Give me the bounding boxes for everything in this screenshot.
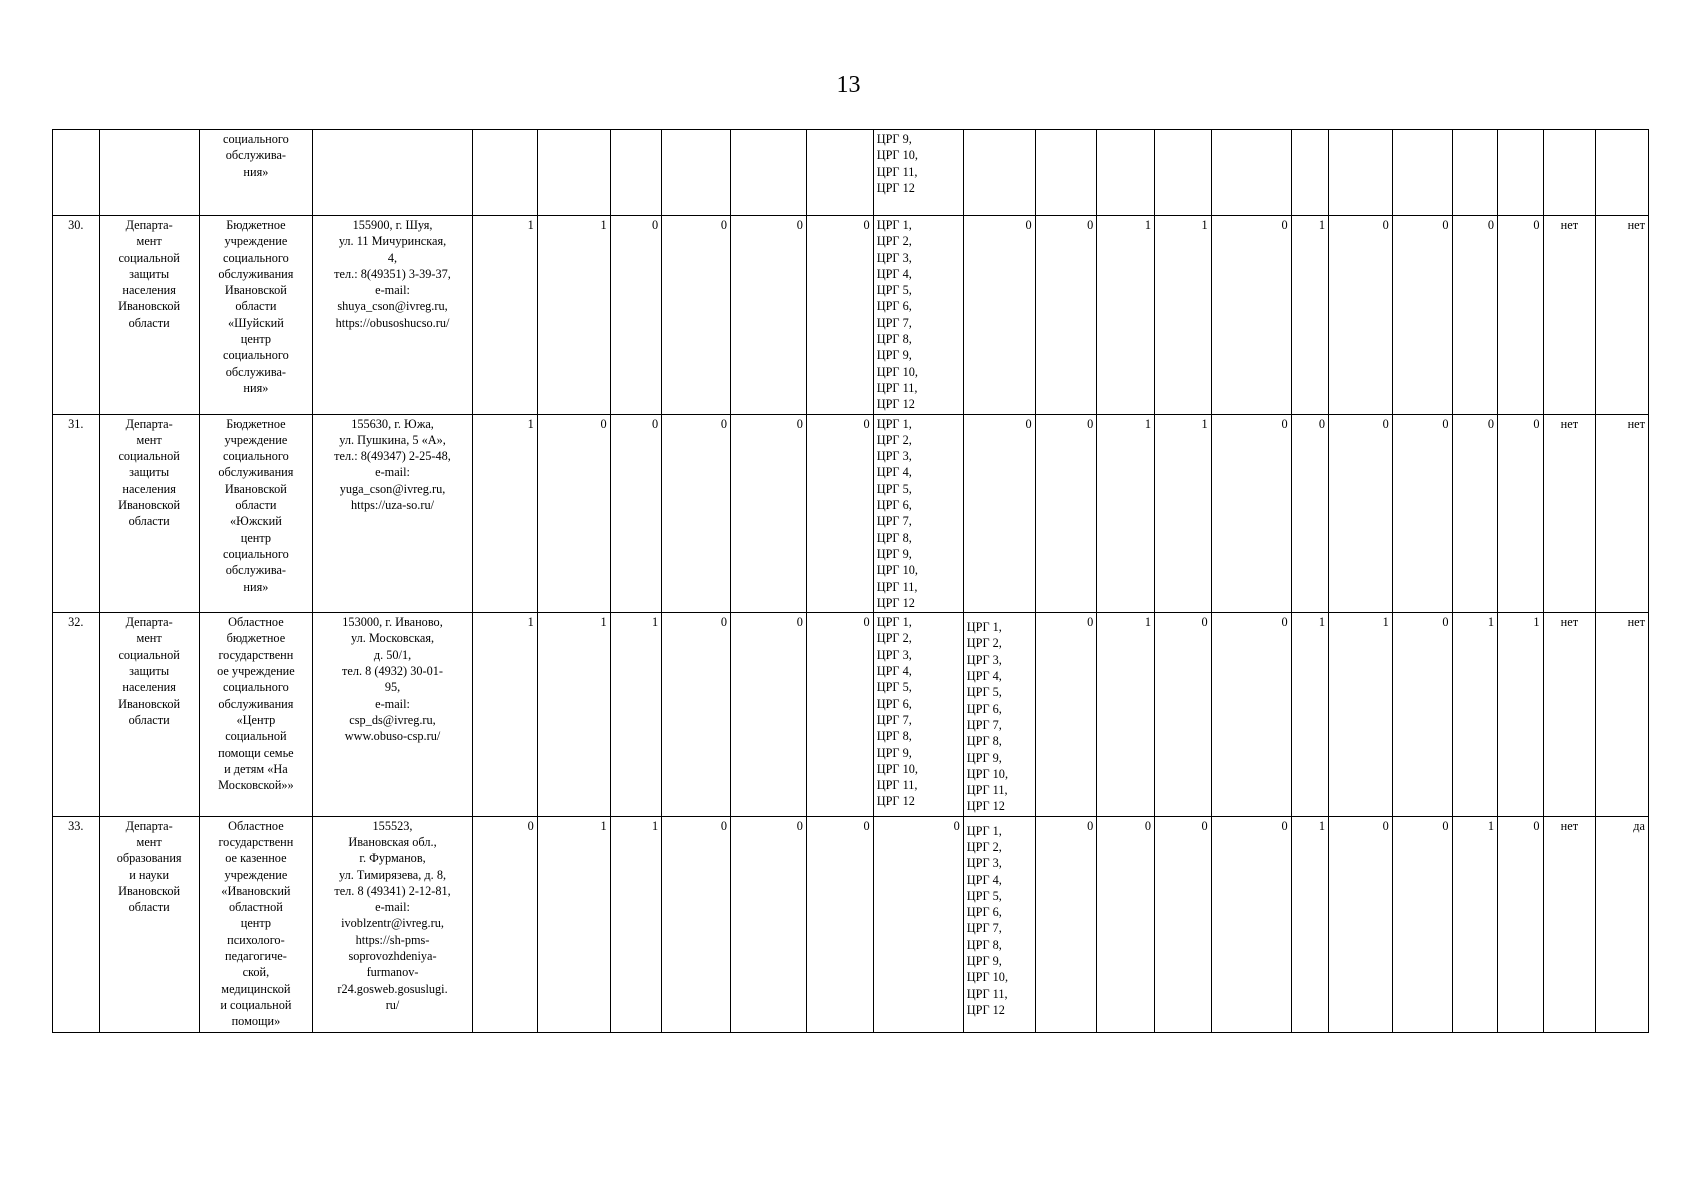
cell-contacts: 155630, г. Южа, ул. Пушкина, 5 «А», тел.: 8(49347) 2-25-48, e-mail: yuga_cson@ivreg.ru, https://uza-so.ru/ bbox=[313, 414, 473, 613]
cell bbox=[1596, 130, 1649, 216]
cell-value: 0 bbox=[806, 216, 873, 415]
cell bbox=[99, 130, 199, 216]
cell bbox=[963, 130, 1035, 216]
cell-value: 0 bbox=[1452, 216, 1498, 415]
cell bbox=[1035, 130, 1097, 216]
cell bbox=[1097, 130, 1155, 216]
cell-value: 0 bbox=[1392, 613, 1452, 817]
cell bbox=[1392, 130, 1452, 216]
cell-value: 1 bbox=[1155, 216, 1212, 415]
cell-flag: нет bbox=[1543, 414, 1596, 613]
cell-value: 0 bbox=[1392, 816, 1452, 1032]
cell-value: 0 bbox=[1498, 216, 1544, 415]
cell-value: 0 bbox=[806, 613, 873, 817]
cell-value: 0 bbox=[1329, 216, 1393, 415]
cell bbox=[1155, 130, 1212, 216]
table-row bbox=[53, 414, 1649, 613]
page-number: 13 bbox=[836, 72, 861, 98]
cell-value: 0 bbox=[1392, 216, 1452, 415]
registry-table bbox=[52, 129, 1649, 1033]
cell-value: 0 bbox=[610, 414, 662, 613]
cell-contacts: 153000, г. Иваново, ул. Московская, д. 50/1, тел. 8 (4932) 30-01- 95, e-mail: csp_ds@ivreg.ru, www.obuso-csp.ru/ bbox=[313, 613, 473, 817]
cell-value: 1 bbox=[537, 816, 610, 1032]
cell bbox=[731, 130, 807, 216]
cell-crg-list: 0 bbox=[873, 816, 963, 1032]
cell-value: 0 bbox=[662, 613, 731, 817]
cell-value: 1 bbox=[1097, 216, 1155, 415]
cell-value: 0 bbox=[1329, 816, 1393, 1032]
cell-value: 0 bbox=[1211, 816, 1291, 1032]
cell-value: 0 bbox=[537, 414, 610, 613]
cell-value: 0 bbox=[806, 414, 873, 613]
cell-value: 1 bbox=[472, 414, 537, 613]
cell bbox=[1329, 130, 1393, 216]
cell-value: 1 bbox=[1452, 613, 1498, 817]
cell-crg-list: ЦРГ 1, ЦРГ 2, ЦРГ 3, ЦРГ 4, ЦРГ 5, ЦРГ 6, ЦРГ 7, ЦРГ 8, ЦРГ 9, ЦРГ 10, ЦРГ 11, ЦРГ 12 bbox=[963, 816, 1035, 1032]
cell-institution: Областное бюджетное государственн ое учреждение социального обслуживания «Центр социальной помощи семье и детям «На Московской»» bbox=[199, 613, 312, 817]
cell-value: 0 bbox=[731, 816, 807, 1032]
table-row-continuation bbox=[53, 130, 1649, 216]
cell-flag: нет bbox=[1596, 216, 1649, 415]
cell-value: 0 bbox=[1452, 414, 1498, 613]
cell-crg-list: ЦРГ 1, ЦРГ 2, ЦРГ 3, ЦРГ 4, ЦРГ 5, ЦРГ 6, ЦРГ 7, ЦРГ 8, ЦРГ 9, ЦРГ 10, ЦРГ 11, ЦРГ 12 bbox=[873, 414, 963, 613]
cell-value: 0 bbox=[1291, 414, 1328, 613]
cell bbox=[1211, 130, 1291, 216]
cell-crg-list: 0 bbox=[963, 216, 1035, 415]
cell-value: 0 bbox=[472, 816, 537, 1032]
cell bbox=[537, 130, 610, 216]
cell-value: 0 bbox=[1155, 816, 1212, 1032]
cell bbox=[313, 130, 473, 216]
cell-department: Департа- мент социальной защиты населения Ивановской области bbox=[99, 613, 199, 817]
cell-institution: Бюджетное учреждение социального обслуживания Ивановской области «Южский центр социального обслужива- ния» bbox=[199, 414, 312, 613]
cell-value: 0 bbox=[1211, 613, 1291, 817]
cell-value: 0 bbox=[1035, 414, 1097, 613]
cell-flag: нет bbox=[1543, 613, 1596, 817]
cell-value: 1 bbox=[1291, 216, 1328, 415]
cell-value: 1 bbox=[1498, 613, 1544, 817]
cell-crg-list: ЦРГ 9, ЦРГ 10, ЦРГ 11, ЦРГ 12 bbox=[873, 130, 963, 216]
cell-value: 0 bbox=[806, 816, 873, 1032]
cell-value: 1 bbox=[1097, 414, 1155, 613]
cell-crg-list: ЦРГ 1, ЦРГ 2, ЦРГ 3, ЦРГ 4, ЦРГ 5, ЦРГ 6, ЦРГ 7, ЦРГ 8, ЦРГ 9, ЦРГ 10, ЦРГ 11, ЦРГ 12 bbox=[873, 613, 963, 817]
table-row bbox=[53, 216, 1649, 415]
cell-department: Департа- мент социальной защиты населения Ивановской области bbox=[99, 216, 199, 415]
cell-number: 33. bbox=[53, 816, 100, 1032]
table-row bbox=[53, 816, 1649, 1032]
cell bbox=[610, 130, 662, 216]
cell-crg-list: ЦРГ 1, ЦРГ 2, ЦРГ 3, ЦРГ 4, ЦРГ 5, ЦРГ 6, ЦРГ 7, ЦРГ 8, ЦРГ 9, ЦРГ 10, ЦРГ 11, ЦРГ 12 bbox=[963, 613, 1035, 817]
cell-value: 1 bbox=[1329, 613, 1393, 817]
cell-value: 1 bbox=[472, 613, 537, 817]
cell bbox=[662, 130, 731, 216]
cell-value: 1 bbox=[1097, 613, 1155, 817]
cell-flag: нет bbox=[1543, 816, 1596, 1032]
cell-value: 0 bbox=[1035, 216, 1097, 415]
cell-institution: Бюджетное учреждение социального обслуживания Ивановской области «Шуйский центр социального обслужива- ния» bbox=[199, 216, 312, 415]
cell-value: 1 bbox=[537, 613, 610, 817]
cell-value: 0 bbox=[662, 816, 731, 1032]
cell-value: 1 bbox=[1452, 816, 1498, 1032]
cell-value: 1 bbox=[537, 216, 610, 415]
cell-institution: социального обслужива- ния» bbox=[199, 130, 312, 216]
cell-value: 0 bbox=[662, 216, 731, 415]
cell-value: 0 bbox=[1211, 414, 1291, 613]
cell-value: 0 bbox=[731, 613, 807, 817]
cell-value: 0 bbox=[731, 216, 807, 415]
cell-value: 0 bbox=[1392, 414, 1452, 613]
cell-number: 31. bbox=[53, 414, 100, 613]
cell bbox=[1498, 130, 1544, 216]
cell-contacts: 155900, г. Шуя, ул. 11 Мичуринская, 4, тел.: 8(49351) 3-39-37, e-mail: shuya_cson@ivreg.ru, https://obusoshucso.ru/ bbox=[313, 216, 473, 415]
cell-value: 1 bbox=[1291, 613, 1328, 817]
cell bbox=[1291, 130, 1328, 216]
cell-flag: нет bbox=[1596, 613, 1649, 817]
cell bbox=[806, 130, 873, 216]
cell-crg-list: 0 bbox=[963, 414, 1035, 613]
cell bbox=[1543, 130, 1596, 216]
cell-value: 0 bbox=[1097, 816, 1155, 1032]
cell-department: Департа- мент социальной защиты населения Ивановской области bbox=[99, 414, 199, 613]
cell-value: 1 bbox=[610, 816, 662, 1032]
cell-value: 1 bbox=[1155, 414, 1212, 613]
cell-value: 0 bbox=[1498, 816, 1544, 1032]
cell-value: 0 bbox=[1498, 414, 1544, 613]
cell-institution: Областное государственн ое казенное учреждение «Ивановский областной центр психолого- педагогиче- ской, медицинской и социальной помощи» bbox=[199, 816, 312, 1032]
cell-number: 32. bbox=[53, 613, 100, 817]
cell-flag: да bbox=[1596, 816, 1649, 1032]
cell-value: 0 bbox=[1211, 216, 1291, 415]
cell bbox=[472, 130, 537, 216]
cell-value: 0 bbox=[662, 414, 731, 613]
cell-number: 30. bbox=[53, 216, 100, 415]
cell-crg-list: ЦРГ 1, ЦРГ 2, ЦРГ 3, ЦРГ 4, ЦРГ 5, ЦРГ 6, ЦРГ 7, ЦРГ 8, ЦРГ 9, ЦРГ 10, ЦРГ 11, ЦРГ 12 bbox=[873, 216, 963, 415]
cell bbox=[53, 130, 100, 216]
cell-value: 1 bbox=[610, 613, 662, 817]
table-body bbox=[53, 130, 1649, 1033]
cell-value: 1 bbox=[1291, 816, 1328, 1032]
cell bbox=[1452, 130, 1498, 216]
cell-department: Департа- мент образования и науки Ивановской области bbox=[99, 816, 199, 1032]
cell-value: 0 bbox=[1329, 414, 1393, 613]
cell-value: 0 bbox=[731, 414, 807, 613]
cell-value: 0 bbox=[610, 216, 662, 415]
table-row bbox=[53, 613, 1649, 817]
cell-contacts: 155523, Ивановская обл., г. Фурманов, ул. Тимирязева, д. 8, тел. 8 (49341) 2-12-81, e-mail: ivoblzentr@ivreg.ru, https://sh-pms- soprovozhdeniya- furmanov- r24.gosweb.gosuslugi. ru/ bbox=[313, 816, 473, 1032]
cell-value: 1 bbox=[472, 216, 537, 415]
cell-flag: нет bbox=[1596, 414, 1649, 613]
cell-flag: нет bbox=[1543, 216, 1596, 415]
cell-value: 0 bbox=[1155, 613, 1212, 817]
cell-value: 0 bbox=[1035, 613, 1097, 817]
cell-value: 0 bbox=[1035, 816, 1097, 1032]
